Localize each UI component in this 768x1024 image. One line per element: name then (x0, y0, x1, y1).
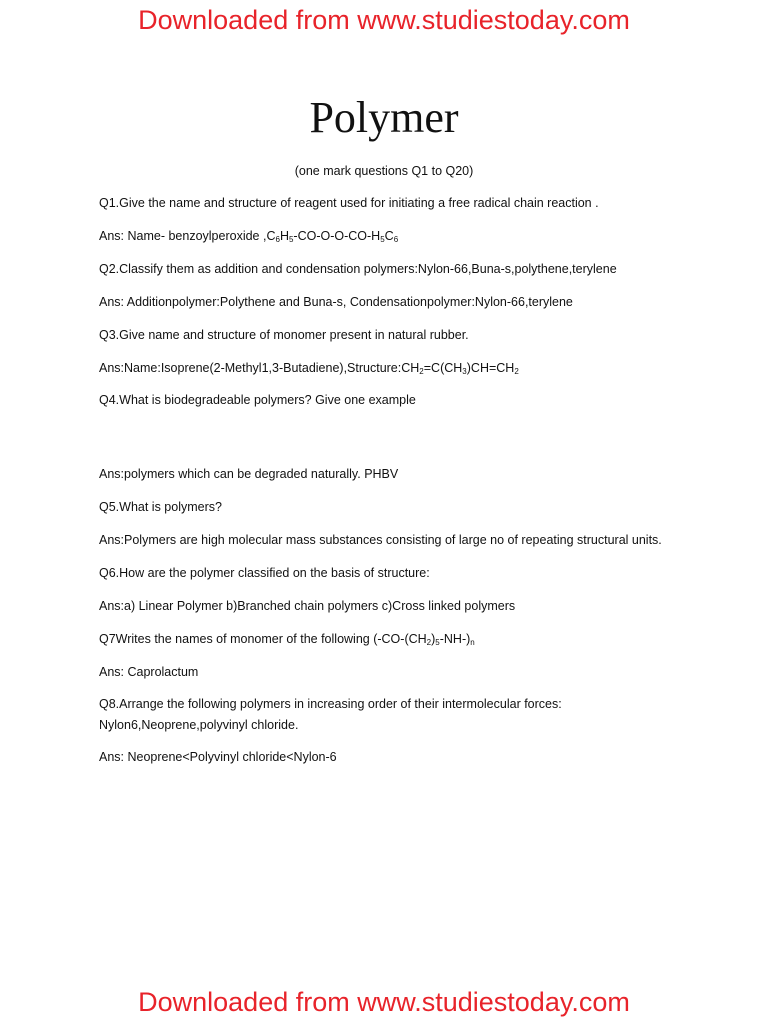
subscript: 5 (288, 235, 294, 244)
question-6: Q6.How are the polymer classified on the basis of structure: (99, 566, 430, 580)
answer-2: Ans: Additionpolymer:Polythene and Buna-s, Condensationpolymer:Nylon-66,terylene (99, 295, 573, 309)
answer-1-text: C (384, 229, 394, 243)
answer-1-text: Ans: Name- benzoylperoxide ,C (99, 229, 276, 243)
question-3: Q3.Give name and structure of monomer present in natural rubber. (99, 328, 469, 342)
question-1: Q1.Give the name and structure of reagent used for initiating a free radical chain reaction . (99, 196, 599, 210)
subscript: 5 (380, 235, 385, 244)
answer-1-text: -CO-O-O-CO-H (293, 229, 381, 243)
answer-3-text: =C(CH (423, 361, 463, 375)
question-7-text: Q7Writes the names of monomer of the following (-CO-(CH (99, 632, 427, 646)
question-7-text: -NH-) (439, 632, 471, 646)
page-subtitle: (one mark questions Q1 to Q20) (294, 164, 474, 178)
question-8-line-1: Q8.Arrange the following polymers in increasing order of their intermolecular forces: (99, 697, 562, 711)
answer-4: Ans:polymers which can be degraded naturally. PHBV (99, 467, 399, 481)
subscript: n (470, 638, 475, 647)
answer-5: Ans:Polymers are high molecular mass substances consisting of large no of repeating structural units. (99, 533, 662, 547)
subscript: 2 (426, 638, 432, 647)
question-2: Q2.Classify them as addition and condensation polymers:Nylon-66,Buna-s,polythene,terylene (99, 262, 617, 276)
question-7 (99, 631, 739, 648)
question-7-text: ) (431, 632, 436, 646)
question-8-line-2: Nylon6,Neoprene,polyvinyl chloride. (99, 718, 299, 732)
watermark-bottom: Downloaded from www.studiestoday.com (138, 987, 630, 1017)
answer-1 (99, 228, 739, 245)
subscript: 2 (419, 367, 424, 376)
subscript: 6 (275, 235, 280, 244)
answer-6: Ans:a) Linear Polymer b)Branched chain polymers c)Cross linked polymers (99, 599, 516, 613)
answer-7: Ans: Caprolactum (99, 665, 199, 679)
subscript: 6 (393, 235, 399, 244)
page-title: Polymer (309, 93, 459, 142)
watermark-top: Downloaded from www.studiestoday.com (138, 5, 630, 35)
answer-3-text: )CH=CH (466, 361, 515, 375)
question-5: Q5.What is polymers? (99, 500, 222, 514)
answer-3 (99, 360, 739, 377)
answer-8: Ans: Neoprene<Polyvinyl chloride<Nylon-6 (99, 750, 337, 764)
subscript: 5 (435, 638, 440, 647)
question-4: Q4.What is biodegradeable polymers? Give one example (99, 393, 416, 407)
answer-3-text: Ans:Name:Isoprene(2-Methyl1,3-Butadiene),Structure:CH (99, 361, 420, 375)
answer-1-text: H (279, 229, 289, 243)
subscript: 3 (462, 367, 467, 376)
subscript: 2 (514, 367, 519, 376)
